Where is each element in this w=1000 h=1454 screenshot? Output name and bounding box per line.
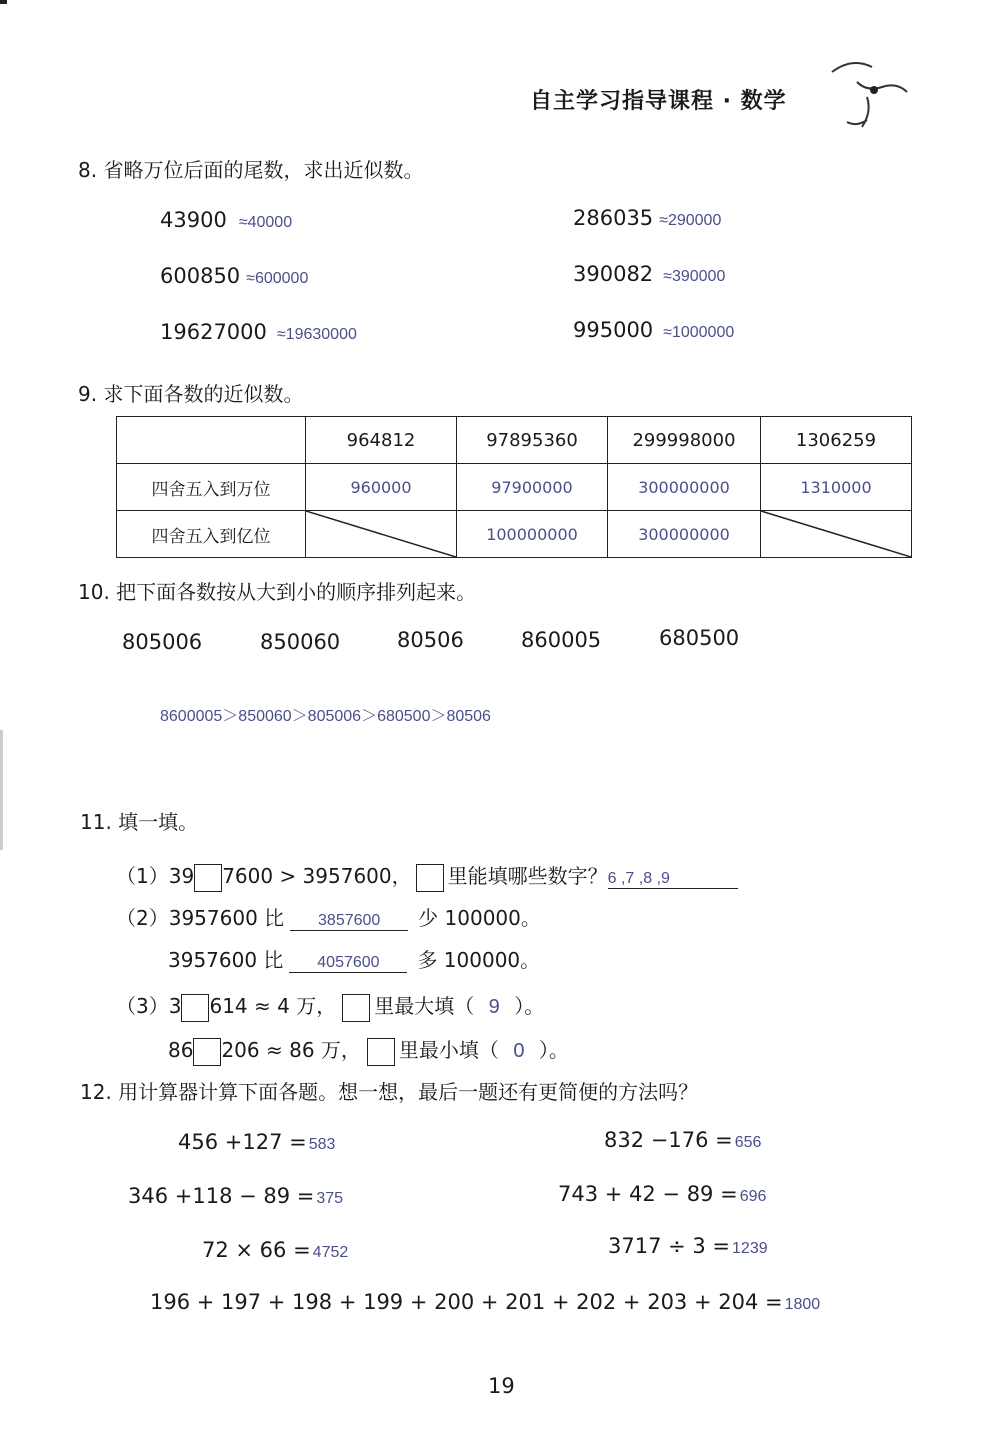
- q10-answer: 8600005＞850060＞805006＞680500＞80506: [160, 708, 491, 725]
- diagonal-line: [306, 511, 456, 557]
- q11-part3b: 86 206 ≈ 86 万， 里最小填（ 0 ）。: [168, 1034, 569, 1066]
- table-row: [117, 511, 912, 558]
- q12-item: 743 + 42 − 89 = 696: [558, 1182, 767, 1206]
- table-cell: 100000000: [457, 511, 608, 558]
- scan-edge: [0, 730, 3, 850]
- q8-item: 19627000 ≈19630000: [160, 320, 357, 344]
- table-header-cell: 1306259: [761, 417, 912, 464]
- q8-item: 286035 ≈290000: [573, 206, 722, 230]
- q8-item: 600850 ≈600000: [160, 264, 309, 288]
- header-doodle-icon: [822, 52, 912, 142]
- table-cell: 300000000: [608, 511, 761, 558]
- answer-line[interactable]: 3857600: [290, 912, 408, 931]
- q8-item: 995000 ≈1000000: [573, 318, 735, 342]
- q12-item: 72 × 66 = 4752: [202, 1238, 349, 1262]
- table-cell: 1310000: [761, 464, 912, 511]
- q12-item: 456 +127 = 583: [178, 1130, 336, 1154]
- q12-item: 196 + 197 + 198 + 199 + 200 + 201 + 202 + 203 + 204 = 1800: [150, 1290, 821, 1314]
- table-cell: 960000: [306, 464, 457, 511]
- q11-part2a: （2）3957600 比 3857600 少 100000。: [116, 906, 541, 930]
- q10-title: 10. 把下面各数按从大到小的顺序排列起来。: [78, 580, 477, 604]
- table-cell-crossed: [761, 511, 912, 558]
- answer-value[interactable]: 9: [488, 996, 500, 1018]
- table-cell: 300000000: [608, 464, 761, 511]
- corner-mark: [0, 0, 7, 4]
- q8-item: 43900 ≈40000: [160, 208, 293, 232]
- q9-title: 9. 求下面各数的近似数。: [78, 382, 304, 406]
- q8-title: 8. 省略万位后面的尾数，求出近似数。: [78, 158, 424, 182]
- blank-box[interactable]: [416, 864, 444, 892]
- q11-title: 11. 填一填。: [80, 810, 199, 834]
- table-cell: 97900000: [457, 464, 608, 511]
- page-header-title: 自主学习指导课程 · 数学: [530, 89, 787, 114]
- q12-title: 12. 用计算器计算下面各题。想一想，最后一题还有更简便的方法吗？: [80, 1080, 699, 1104]
- blank-box[interactable]: [342, 994, 370, 1022]
- blank-box[interactable]: [194, 864, 222, 892]
- table-corner-cell: [117, 417, 306, 464]
- blank-box[interactable]: [367, 1038, 395, 1066]
- table-header-cell: 964812: [306, 417, 457, 464]
- table-header-cell: 97895360: [457, 417, 608, 464]
- diagonal-line: [761, 511, 911, 557]
- answer-value[interactable]: 0: [513, 1040, 525, 1062]
- q10-number: 860005: [521, 628, 602, 652]
- answer-line[interactable]: 4057600: [289, 954, 407, 973]
- q10-number: 850060: [260, 630, 341, 654]
- table-cell-crossed: [306, 511, 457, 558]
- q11-part2b: 3957600 比 4057600 多 100000。: [168, 948, 541, 972]
- table-row-label: 四舍五入到亿位: [117, 511, 306, 558]
- table-header-row: [117, 417, 912, 464]
- q12-item: 346 +118 − 89 = 375: [128, 1184, 344, 1208]
- table-row: [117, 464, 912, 511]
- blank-box[interactable]: [193, 1038, 221, 1066]
- q12-item: 3717 ÷ 3 = 1239: [608, 1234, 768, 1258]
- blank-box[interactable]: [181, 994, 209, 1022]
- approximation-table: [116, 416, 912, 558]
- answer-line[interactable]: 6 ,7 ,8 ,9: [608, 870, 738, 889]
- q11-part1: （1）39 7600 > 3957600， 里能填哪些数字？6 ,7 ,8 ,9: [116, 860, 738, 892]
- q10-number: 805006: [122, 630, 203, 654]
- q11-part3a: （3）3 614 ≈ 4 万， 里最大填（ 9 ）。: [116, 990, 544, 1022]
- q12-item: 832 −176 = 656: [604, 1128, 762, 1152]
- q10-number: 80506: [397, 628, 464, 652]
- table-row-label: 四舍五入到万位: [117, 464, 306, 511]
- q8-item: 390082 ≈390000: [573, 262, 726, 286]
- q10-number: 680500: [659, 626, 740, 650]
- page-number: 19: [488, 1374, 515, 1398]
- table-header-cell: 299998000: [608, 417, 761, 464]
